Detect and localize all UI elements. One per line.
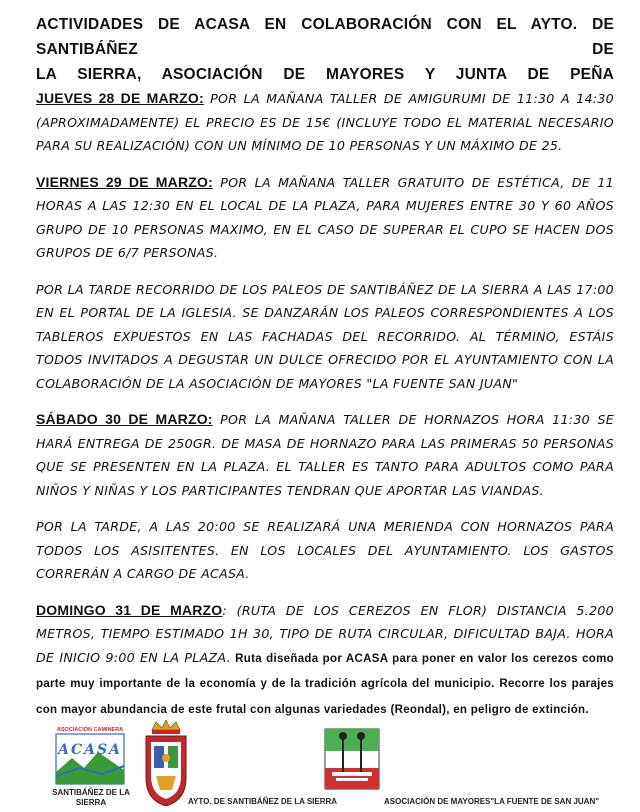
page-title	[36, 12, 614, 87]
footer-logos	[0, 718, 640, 812]
acasa-top-text: ASOCIACIÓN CAMINERA	[56, 727, 124, 733]
document-body	[36, 12, 614, 722]
paragraph-friday	[36, 171, 614, 265]
acasa-caption-1: SANTIBÁÑEZ DE LA	[52, 788, 130, 797]
text-sunday-route: : (RUTA DE LOS CEREZOS EN FLOR) DISTANCIA 5.200 METROS, TIEMPO ESTIMADO 1H 30, TIPO DE RUTA CIRCULAR, DIFICULTAD BAJA. HORA DE INICIO 9:00 EN LA PLAZA.	[36, 602, 614, 665]
ayuntamiento-caption: AYTO. DE SANTIBÁÑEZ DE LA SIERRA	[188, 797, 338, 806]
title-line-1: ACTIVIDADES DE ACASA EN COLABORACIÓN CON EL AYTO. DE SANTIBÁÑEZ DE	[36, 16, 614, 58]
text-thursday: POR LA MAÑANA TALLER DE AMIGURUMI DE 11:30 A 14:30 (APROXIMADAMENTE) EL PRECIO ES DE 15€ (INCLUYE TODO EL MATERIAL NECESARIO PARA SU REALIZACIÓN) CON UN MÍNIMO DE 10 PERSONAS Y UN MÁXIMO DE 25.	[36, 91, 614, 153]
paragraph-sunday	[36, 599, 614, 723]
day-heading-saturday: SÁBADO 30 DE MARZO:	[36, 411, 213, 427]
day-heading-thursday: JUEVES 28 DE MARZO:	[36, 90, 204, 106]
acasa-logo-text: ACASA	[58, 742, 122, 758]
acasa-logo	[50, 724, 130, 786]
acasa-caption-2: SIERRA	[75, 798, 107, 807]
paragraph-friday-afternoon: POR LA TARDE RECORRIDO DE LOS PALEOS DE SANTIBÁÑEZ DE LA SIERRA A LAS 17:00 EN EL PORTAL DE LA IGLESIA. SE DANZARÁN LOS PALEOS CORRESPONDIENTES A LOS TABLEROS EXPUESTOS EN LAS FACHADAS DEL RECORRIDO. AL TÉRMINO, ESTÁIS TODOS INVITADOS A DEGUSTAR UN DULCE OFRECIDO POR EL AYUNTAMIENTO CON LA COLABORACIÓN DE LA ASOCIACIÓN DE MAYORES "LA FUENTE SAN JUAN"	[36, 281, 614, 391]
text-saturday: POR LA MAÑANA TALLER DE HORNAZOS HORA 11:30 SE HARÁ ENTREGA DE 250GR. DE MASA DE HORNAZO PARA LAS PRIMERAS 50 PERSONAS QUE SE PRESENTEN EN LA PLAZA. EL TALLER ES TANTO PARA ADULTOS COMO PARA NIÑOS Y NIÑAS Y LOS PARTICIPANTES TENDRAN QUE APORTAR LAS VIANDAS.	[36, 412, 614, 498]
title-line-2: LA SIERRA, ASOCIACIÓN DE MAYORES Y JUNTA DE PEÑA	[36, 66, 614, 83]
text-sunday-description: Ruta diseñada por ACASA para poner en valor los cerezos como parte muy importante de la economía y de la tradición agrícola del municipio. Recorre los parajes con mayor abundancia de este frutal con algunas variedades (Reondal), en peligro de extinción.	[36, 652, 614, 716]
day-heading-sunday: DOMINGO 31 DE MARZO	[36, 601, 223, 618]
text-friday: POR LA MAÑANA TALLER GRATUITO DE ESTÉTICA, DE 11 HORAS A LAS 12:30 EN EL LOCAL DE LA PLAZA, PARA MUJERES ENTRE 30 Y 60 AÑOS GRUPO DE 10 PERSONAS MAXIMO, EN EL CASO DE SUPERAR EL CUPO SE HACEN DOS GRUPOS DE 6/7 PERSONAS.	[36, 174, 614, 260]
paragraph-saturday	[36, 408, 614, 502]
mayores-caption: ASOCIACIÓN DE MAYORES"LA FUENTE DE SAN JUAN"	[384, 797, 600, 806]
mayores-logo	[324, 728, 380, 790]
day-heading-friday: VIERNES 29 DE MARZO:	[36, 173, 213, 190]
paragraph-saturday-afternoon: POR LA TARDE, A LAS 20:00 SE REALIZARÁ UNA MERIENDA CON HORNAZOS PARA TODOS LOS ASISITENTES. EN LOS LOCALES DEL AYUNTAMIENTO. LOS GASTOS CORRERÁN A CARGO DE ACASA.	[36, 519, 614, 581]
paragraph-thursday	[36, 87, 614, 158]
ayuntamiento-shield	[142, 720, 190, 806]
